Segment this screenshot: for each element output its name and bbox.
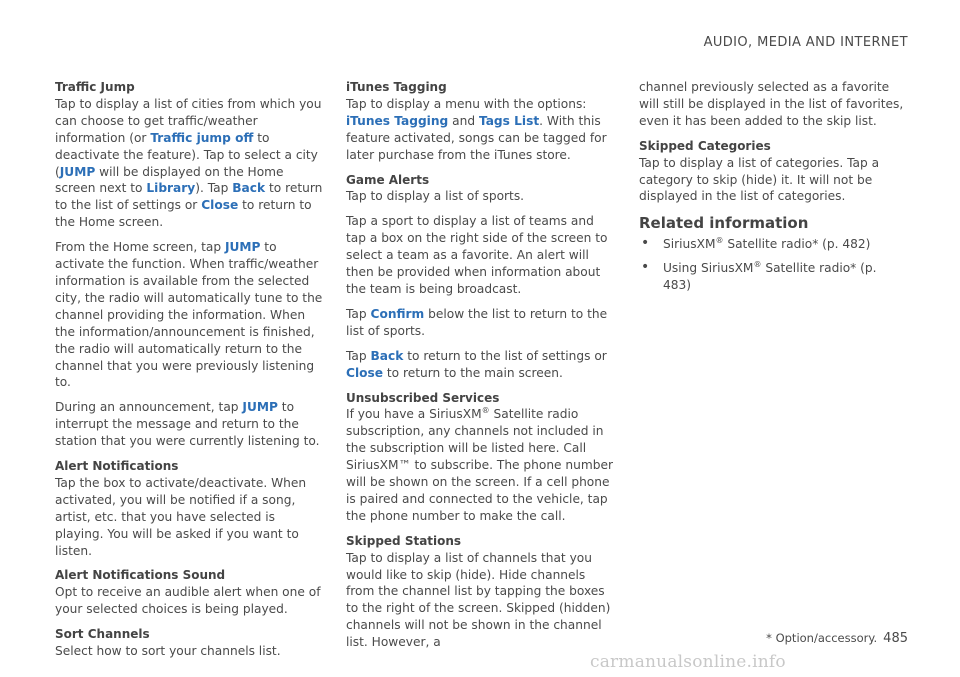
text-run: Satellite radio subscription, any channels not included in the subscription will be listed here. Call SiriusXM™ to subscribe. The phone number will be shown on the screen. If a cell phone is paired and connected to the vehicle, tap the phone number to make the call. (346, 407, 613, 523)
jump-label: JUMP (59, 164, 96, 179)
game-alerts-paragraph-4 (346, 348, 614, 382)
text-run: . With this feature activated, songs can be tagged for later purchase from the iTunes store. (346, 113, 607, 162)
skipped-stations-heading: Skipped Stations (346, 533, 462, 548)
skipped-stations-text: Tap to display a list of channels that you would like to skip (hide). Hide channels from the channel list by tapping the boxes to the right of the screen. Skipped (hidden) channels will not be shown in the channel list. However, a (346, 550, 611, 650)
text-run: SiriusXM (663, 237, 716, 252)
registered-mark: ® (753, 260, 762, 270)
text-run: Satellite radio* (p. 483) (663, 261, 877, 293)
related-link-using-siriusxm-radio[interactable] (639, 260, 907, 294)
text-run: Satellite radio* (p. 482) (723, 237, 871, 252)
game-alerts-paragraph-2: Tap a sport to display a list of teams and tap a box on the right side of the screen to select a team as a favorite. An alert will then be provided when information about the team is being broadcast. (346, 214, 608, 296)
related-information-heading: Related information (639, 214, 809, 233)
itunes-tagging-section (346, 79, 614, 164)
close-label: Close (346, 365, 384, 380)
sort-channels-text: Select how to sort your channels list. (55, 644, 281, 659)
jump-label: JUMP (242, 400, 278, 415)
related-link-siriusxm-radio[interactable] (639, 236, 907, 253)
traffic-jump-heading: Traffic Jump (55, 80, 135, 94)
itunes-tagging-text (346, 96, 614, 164)
text-run: If you have a SiriusXM (346, 407, 482, 422)
text-run: ). Tap (195, 181, 233, 196)
sort-channels-heading: Sort Channels (55, 627, 150, 642)
text-run: to return to the list of settings or (403, 348, 607, 363)
skipped-categories-text: Tap to display a list of categories. Tap a category to skip (hide) it. It will not be displayed in the list of categories. (639, 155, 880, 204)
page-number: 485 (883, 631, 908, 646)
text-run: to interrupt the message and return to the station that you were currently listening to. (55, 400, 320, 449)
close-label: Close (201, 198, 239, 213)
text-run: Tap (346, 348, 371, 363)
traffic-jump-off-label: Traffic jump off (150, 130, 254, 145)
text-run: Tap (346, 306, 371, 321)
alert-notifications-sound-heading: Alert Notifications Sound (55, 568, 226, 583)
game-alerts-paragraph-3 (346, 306, 614, 340)
column-3 (639, 79, 907, 301)
traffic-jump-paragraph-1 (55, 96, 323, 231)
traffic-jump-paragraph-3 (55, 399, 323, 450)
page-footer (766, 631, 908, 646)
confirm-label: Confirm (370, 306, 425, 321)
skipped-stations-continued: channel previously selected as a favorite will still be displayed in the list of favorites, even it has been added to the skip list. (639, 80, 904, 128)
option-accessory-note: * Option/accessory. (766, 631, 878, 645)
traffic-jump-section (55, 79, 323, 450)
text-run: to return to the list of settings or (55, 181, 323, 213)
itunes-tagging-heading: iTunes Tagging (346, 80, 447, 94)
traffic-jump-paragraph-2 (55, 239, 323, 391)
back-label: Back (232, 181, 266, 196)
bullet-icon: • (641, 259, 650, 276)
column-2 (346, 79, 614, 659)
text-run: to deactivate the feature). Tap to select a city ( (55, 130, 318, 179)
page-header: AUDIO, MEDIA AND INTERNET (703, 35, 908, 50)
jump-label: JUMP (224, 240, 261, 255)
alert-notifications-text: Tap the box to activate/deactivate. When activated, you will be notified if a song, artist, etc. that you have selected is playing. You will be asked if you want to listen. (55, 475, 307, 558)
skipped-stations-section (346, 533, 614, 651)
text-run: From the Home screen, tap (55, 240, 225, 255)
game-alerts-heading: Game Alerts (346, 172, 430, 187)
alert-notifications-heading: Alert Notifications (55, 459, 179, 474)
skipped-categories-heading: Skipped Categories (639, 138, 771, 153)
related-list (639, 236, 907, 294)
text-run: to activate the function. When traffic/weather information is available from the selected city, the radio will automatically tune to the channel providing the information. When the information/announcement is finished, the radio will automatically return to the channel that you were previously listening to. (55, 240, 323, 390)
text-run: below the list to return to the list of sports. (346, 306, 608, 338)
text-run: to return to the Home screen. (55, 198, 312, 230)
text-run: to return to the main screen. (383, 365, 563, 380)
text-run: and (448, 113, 479, 128)
text-run: During an announcement, tap (55, 400, 243, 415)
game-alerts-section (346, 172, 614, 382)
back-label: Back (370, 348, 404, 363)
alert-notifications-sound-text: Opt to receive an audible alert when one of your selected choices is being played. (55, 585, 321, 617)
text-run: Using SiriusXM (663, 261, 754, 276)
skipped-categories-section (639, 138, 907, 206)
unsubscribed-services-heading: Unsubscribed Services (346, 390, 500, 405)
column-1 (55, 79, 323, 668)
bullet-icon: • (641, 235, 650, 252)
itunes-tagging-label: iTunes Tagging (346, 113, 449, 128)
watermark: carmanualsonline.info (590, 652, 786, 672)
text-run: will be displayed on the Home screen next to (55, 164, 284, 196)
text-run: Tap to display a menu with the options: (346, 96, 587, 111)
text-run: Tap to display a list of cities from which you can choose to get traffic/weather information (or (55, 96, 322, 145)
registered-mark: ® (481, 406, 490, 416)
alert-notifications-sound-section (55, 567, 323, 618)
sort-channels-section (55, 626, 323, 660)
game-alerts-paragraph-1: Tap to display a list of sports. (346, 189, 525, 204)
library-label: Library (146, 181, 196, 196)
unsubscribed-services-section (346, 390, 614, 525)
tags-list-label: Tags List (478, 113, 540, 128)
unsubscribed-services-text (346, 406, 614, 524)
alert-notifications-section (55, 458, 323, 559)
registered-mark: ® (715, 236, 724, 246)
